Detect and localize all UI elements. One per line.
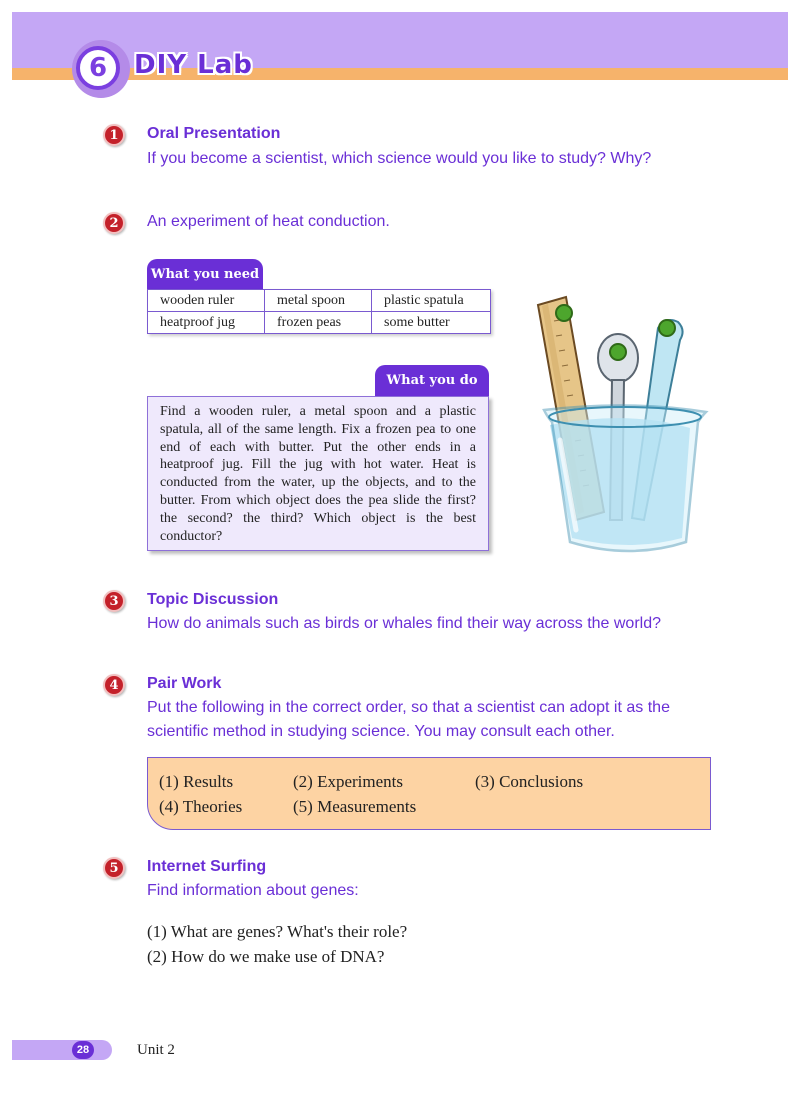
section-5-bullet: 5 — [103, 857, 125, 879]
table-cell: wooden ruler — [148, 290, 265, 312]
table-row — [148, 290, 491, 312]
section-3-bullet: 3 — [103, 590, 125, 612]
order-item: (4) Theories — [159, 797, 243, 816]
table-cell: plastic spatula — [372, 290, 491, 312]
section-4-text-line1: Put the following in the correct order, so that a scientist can adopt it as the — [147, 699, 670, 716]
order-item: (5) Measurements — [293, 797, 417, 816]
section-5-text: Find information about genes: — [147, 882, 359, 899]
section-1-text: If you become a scientist, which science would you like to study? Why? — [147, 150, 652, 167]
beaker-illustration — [520, 280, 750, 555]
section-2-bullet: 2 — [103, 212, 125, 234]
order-item: (2) Experiments — [293, 772, 403, 791]
section-3-text: How do animals such as birds or whales find their way across the world? — [147, 615, 662, 632]
section-2-text: An experiment of heat conduction. — [147, 213, 390, 230]
order-item: (3) Conclusions — [475, 772, 584, 791]
table-cell: heatproof jug — [148, 312, 265, 334]
unit-label: Unit 2 — [137, 1042, 175, 1058]
what-you-need-table — [147, 289, 491, 334]
footer-bar — [12, 1040, 112, 1060]
table-cell: metal spoon — [265, 290, 372, 312]
order-box — [147, 757, 711, 830]
section-4-bullet: 4 — [103, 674, 125, 696]
order-item: (1) Results — [159, 772, 234, 791]
section-4-text-line2: scientific method in studying science. You may consult each other. — [147, 723, 615, 740]
header-number: 6 — [88, 53, 108, 83]
section-1-title: Oral Presentation — [147, 125, 281, 142]
question-1: (1) What are genes? What's their role? — [147, 922, 408, 941]
heatproof-jug-icon — [544, 405, 706, 551]
page-number: 28 — [72, 1041, 94, 1059]
what-you-do-tab: What you do — [375, 365, 489, 396]
section-1-bullet: 1 — [103, 124, 125, 146]
table-cell: some butter — [372, 312, 491, 334]
what-you-do-box: Find a wooden ruler, a metal spoon and a plastic spatula, all of the same length. Fix a frozen pea to one end of each with butter. Put the other ends in a heatproof jug. Fill the jug with hot water. Heat is conducted from the water, up the objects, and to the butter. From which object does the pea slide the first? the second? the third? Which object is the best conductor? — [147, 396, 489, 551]
table-row — [148, 312, 491, 334]
what-you-need-tab: What you need — [147, 259, 263, 289]
header-number-badge — [76, 46, 120, 90]
section-4-title: Pair Work — [147, 675, 222, 692]
section-5-title: Internet Surfing — [147, 858, 267, 875]
section-3-title: Topic Discussion — [147, 591, 279, 608]
page-title: DIY Lab — [134, 50, 253, 80]
question-2: (2) How do we make use of DNA? — [147, 947, 385, 966]
table-cell: frozen peas — [265, 312, 372, 334]
